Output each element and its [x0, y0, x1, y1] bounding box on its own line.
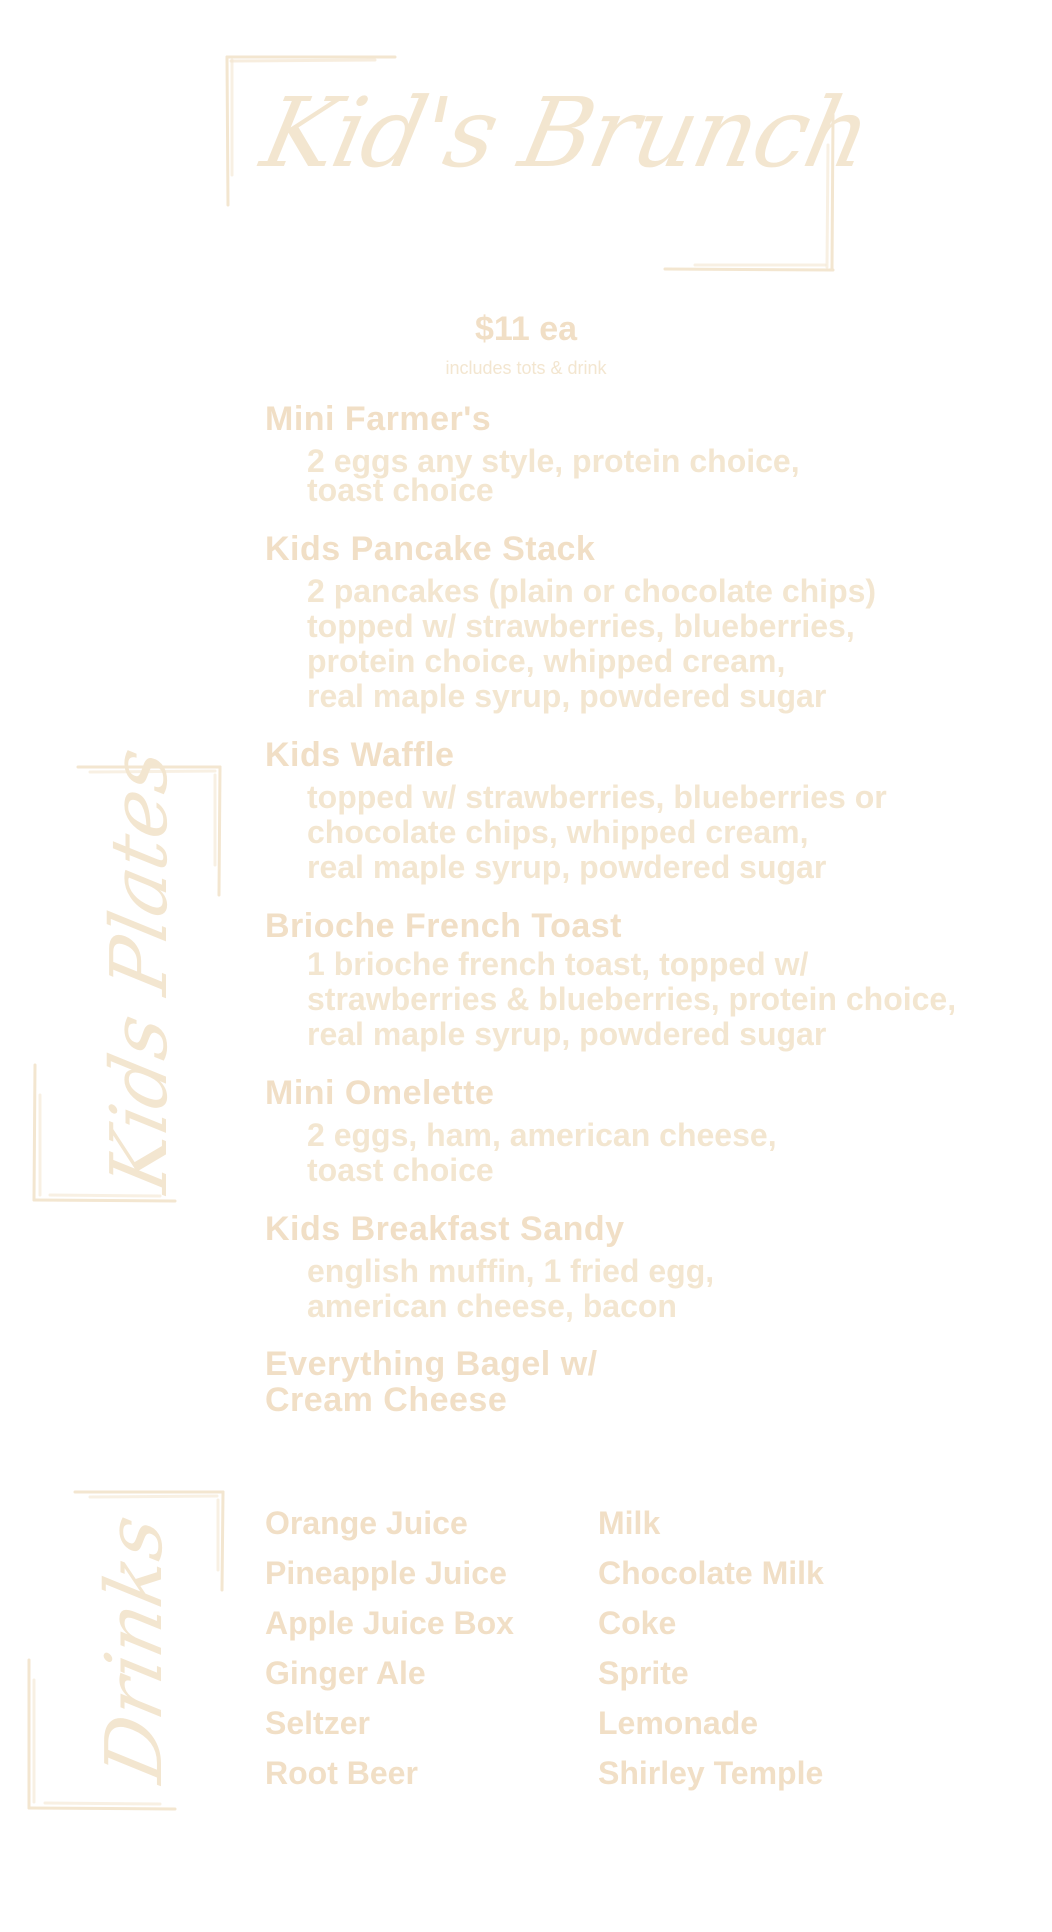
drink-item: Orange Juice — [265, 1505, 468, 1541]
item-desc-line: real maple syrup, powdered sugar — [307, 678, 827, 714]
item-name: Mini Farmer's — [265, 400, 492, 438]
item-desc-line: toast choice — [307, 472, 494, 508]
item-desc-line: american cheese, bacon — [307, 1288, 677, 1324]
item-name: Kids Breakfast Sandy — [265, 1210, 625, 1248]
menu-items — [265, 400, 1045, 1418]
item-name: Brioche French Toast — [265, 907, 622, 945]
item-name: Kids Waffle — [265, 736, 455, 774]
menu-item — [265, 1210, 1045, 1324]
drinks-column-right — [598, 1498, 824, 1798]
drink-item: Root Beer — [265, 1755, 418, 1791]
drink-item: Apple Juice Box — [265, 1605, 514, 1641]
item-description — [307, 947, 1045, 1052]
menu-item — [265, 736, 1045, 885]
item-description — [307, 574, 1045, 714]
drink-item: Ginger Ale — [265, 1655, 426, 1691]
item-name: Mini Omelette — [265, 1074, 495, 1112]
drink-item: Sprite — [598, 1655, 689, 1691]
item-desc-line: english muffin, 1 fried egg, — [307, 1253, 715, 1289]
item-desc-line: 2 eggs any style, protein choice, — [307, 443, 800, 479]
menu-item — [265, 400, 1045, 508]
item-desc-line: protein choice, whipped cream, — [307, 643, 786, 679]
drinks-section-label: Drinks — [90, 1507, 180, 1790]
item-desc-line: 2 eggs, ham, american cheese, — [307, 1117, 777, 1153]
drink-item: Coke — [598, 1605, 677, 1641]
drink-item: Seltzer — [265, 1705, 370, 1741]
item-desc-line: real maple syrup, powdered sugar — [307, 849, 827, 885]
item-desc-line: real maple syrup, powdered sugar — [307, 1016, 827, 1052]
item-desc-line: strawberries & blueberries, protein choice, — [307, 981, 957, 1017]
item-description — [307, 444, 1045, 508]
item-description — [307, 1118, 1045, 1188]
drink-item: Shirley Temple — [598, 1755, 824, 1791]
menu-item — [265, 1346, 1045, 1418]
drink-item: Pineapple Juice — [265, 1555, 507, 1591]
item-name: Kids Pancake Stack — [265, 530, 596, 568]
price: $11 ea — [474, 310, 578, 348]
item-desc-line: topped w/ strawberries, blueberries or — [307, 779, 887, 815]
item-desc-line: chocolate chips, whipped cream, — [307, 814, 809, 850]
item-desc-line: topped w/ strawberries, blueberries, — [307, 608, 855, 644]
item-description — [307, 1254, 1045, 1324]
item-desc-line: 2 pancakes (plain or chocolate chips) — [307, 573, 877, 609]
drink-item: Chocolate Milk — [598, 1555, 824, 1591]
drinks-list — [265, 1498, 905, 1798]
item-name: Everything Bagel w/ Cream Cheese — [265, 1345, 598, 1419]
drinks-column-left — [265, 1498, 514, 1798]
drink-item: Lemonade — [598, 1705, 759, 1741]
menu-item — [265, 530, 1045, 714]
price-note: includes tots & drink — [445, 358, 607, 378]
menu-title: Kid's Brunch — [253, 77, 879, 189]
menu-item — [265, 1074, 1045, 1188]
item-description — [307, 780, 1045, 885]
menu-item — [265, 907, 1045, 1052]
item-desc-line: 1 brioche french toast, topped w/ — [307, 946, 809, 982]
item-desc-line: toast choice — [307, 1152, 494, 1188]
plates-section-label: Kids Plates — [95, 740, 185, 1200]
drink-item: Milk — [598, 1505, 661, 1541]
